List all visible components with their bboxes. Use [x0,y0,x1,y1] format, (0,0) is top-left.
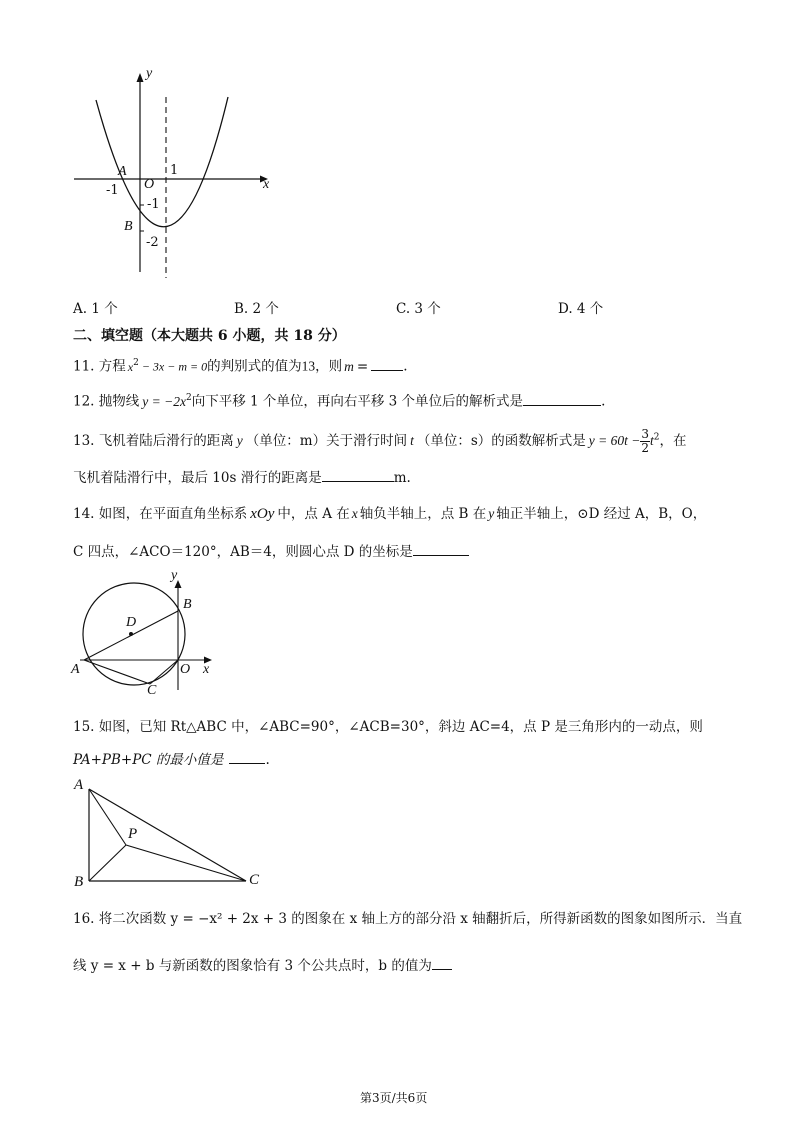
question-16-line1 [73,910,742,928]
graph1-y-label: y [146,66,153,81]
q12-prefix: 12. 抛物线 [73,393,140,410]
fig15-c-label: C [249,872,260,888]
q11-answer-blank[interactable] [371,356,403,371]
q11-mid: 的判别式的值为 [207,358,302,375]
q13-unit1: （单位：m）关于滑行时间 [245,433,408,449]
q13-fraction [640,428,650,455]
q14-mid: 中，点 A 在 [277,506,350,522]
graph1-origin-label: O [144,177,155,192]
q12-eq-sq: 2 [185,393,192,403]
q11-eq-sq: 2 [133,358,139,368]
q13-eq-a: y = 60t − [588,433,641,448]
q11-m: m [344,358,354,374]
graph1-one-x-label: 1 [170,163,179,178]
question-14-line1 [73,505,706,523]
q11-eq-x: x [127,359,134,374]
q13-frac-num: 3 [641,427,650,441]
question-16-line2 [73,955,452,975]
graph1-x-label: x [263,177,270,192]
graph1-point-a-label: A [118,164,127,179]
q14-line2: C 四点，∠ACO＝120°，AB＝4，则圆心点 D 的坐标是 [73,544,413,560]
q15-line1: 15. 如图，已知 Rt△ABC 中，∠ABC=90°，∠ACB=30°，斜边 AC=4，点 P 是三角形内的一动点，则 [73,719,703,735]
graph1-neg1-x-label: -1 [106,183,119,198]
q15-line2: PA+PB+PC 的最小值是 [73,752,224,768]
page-footer: 第3页/共6页 [360,1091,428,1105]
question-11 [73,354,407,376]
q13-y: y [236,433,243,448]
q12-post: 向下平移 1 个单位，再向右平移 3 个单位后的解析式是 [191,393,524,410]
q13-eq-b-sq: 2 [653,432,660,443]
fig14-x-label: x [203,662,210,677]
question-13-line2 [73,467,411,487]
q11-eq-rest: − 3x − m = 0 [138,359,208,374]
q15-answer-blank[interactable] [229,749,265,764]
q13-t: t [410,433,414,448]
fig15-p-label: P [128,826,138,842]
fig14-o-label: O [180,662,191,677]
q13-comma: ，在 [659,433,687,449]
q11-period: . [403,358,408,375]
fig15-a-label: A [74,777,84,793]
q16-line1: 16. 将二次函数 y = −x² + 2x + 3 的图象在 x 轴上方的部分沿 x 轴翻折后，所得新函数的图象如图所示．当直 [73,911,743,927]
graph1-point-b-label: B [124,219,133,234]
q14-mid2: 轴负半轴上，点 B 在 [359,506,487,522]
section-title: 二、填空题（本大题共 6 小题，共 18 分） [73,328,346,344]
q13-prefix: 13. 飞机着陆后滑行的距离 [73,433,234,449]
q12-eq: y = −2x [142,393,186,409]
q11-eqsign: = [356,358,369,375]
q14-x: x [351,506,358,521]
question-15-line2 [73,749,270,769]
fig14-b-label: B [183,597,192,612]
fig14-y-label: y [171,568,178,583]
graph1-neg1-y-label: -1 [147,197,160,212]
question-15-line1 [73,718,703,736]
q12-period: . [601,393,606,410]
fig14-a-label: A [71,662,80,677]
q11-value: 13 [301,358,316,374]
q13-eq-b: t [650,433,654,448]
question-12 [73,389,605,411]
q14-answer-blank[interactable] [413,541,469,556]
fig14-c-label: C [147,683,157,698]
choice-d: D. 4 个 [558,301,604,317]
circle-figure [66,568,226,698]
q11-prefix: 11. 方程 [73,358,126,375]
q13-frac-den: 2 [641,441,650,455]
triangle-figure [66,776,276,896]
q14-xoy: xOy [250,506,275,522]
choice-a: A. 1 个 [73,301,118,317]
q14-y: y [488,506,495,521]
fig14-d-label: D [126,615,137,630]
q14-end: 轴正半轴上，⊙D 经过 A，B，O， [496,506,707,522]
choice-c: C. 3 个 [396,301,441,317]
q13-unit2: （单位：s）的函数解析式是 [416,433,586,449]
question-13-line1 [73,428,687,455]
q13-line2: 飞机着陆滑行中，最后 10s 滑行的距离是 [73,470,322,486]
q11-end: ，则 [315,358,343,375]
question-14-line2 [73,541,469,561]
choice-b: B. 2 个 [234,301,279,317]
q14-prefix: 14. 如图，在平面直角坐标系 [73,506,248,522]
q16-line2: 线 y = x + b 与新函数的图象恰有 3 个公共点时，b 的值为 [73,958,432,974]
fig15-b-label: B [74,874,84,890]
q13-unit-m: m. [393,470,411,486]
q13-answer-blank[interactable] [322,467,394,482]
q15-period: . [265,752,270,768]
q16-answer-blank[interactable] [432,955,452,970]
graph1-neg2-y-label: -2 [146,235,159,250]
q12-answer-blank[interactable] [523,391,601,406]
